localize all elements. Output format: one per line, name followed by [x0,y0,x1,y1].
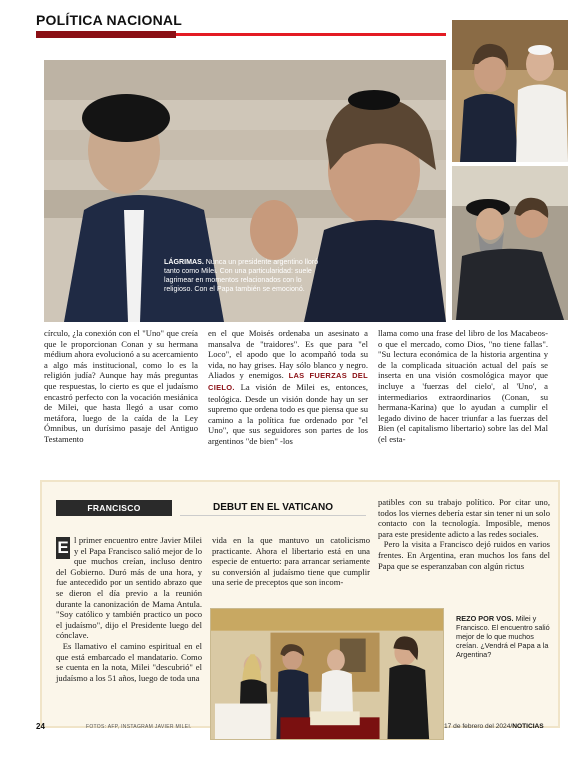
article-column-3: llama como una frase del libro de los Macabeos- o que el mercado, como Dios, "no tiene fallas". "Su lectura económica de la historia argentina y de la complicada situación actual del país se inserta en una visión cosmológica mayor que incluye a 'fuerzas del cielo', al 'Uno', a intermediarios extraordinarios (Conan, su hermana-Karina) que lo ayudan a cumplir el legado divino de hacer triunfar a las fuerzas del Bien (el capitalismo libertario) sobre las del Mal (el esta- [378,328,548,444]
photo-credit: FOTOS: AFP, INSTAGRAM JAVIER MILEI. [86,724,192,730]
article-column-2 [208,328,368,447]
article-column-1: círculo, ¿la conexión con el "Uno" que creía que le proporcionan Conan y su hermana médium ahora evolucionó a su acercamiento a algo más institucional, como lo es la religión judía? Aunque hay más preguntas que respuestas, lo cierto es que el judaísmo encastró perfecto con la vocación mesiánica de Milei, que hasta llegó a usar como metáfora, luego de la caída de la Ley Ómnibus, un durísimo pasaje del Antiguo Testamento [44,328,198,444]
magazine-name: NOTICIAS [512,723,544,730]
article-column-2-text-a: en el que Moisés ordenaba un asesinato a mansalva de "traidores". Es que para "el Loco", el apodo que lo acompañó toda su vida, no hay grises. Hay sólo blanco y negro. Aliados y enemigos. [208,328,368,381]
box-column-2: vida en la que mantuvo un catolicismo practicante. Ahora el libertario está en una especie de entuerto: para arrancar seriamente su conversión al judaísmo tiene que cumplir una serie de preceptos que son incom- [212,535,370,588]
footer-date-line: 17 de febrero del 2024/NOTICIAS [444,723,544,730]
photo-milei-pope [452,20,568,162]
photo-milei-rabbi-embrace [452,166,568,320]
issue-date: 17 de febrero del 2024 [444,723,511,730]
side-caption-lead: REZO POR VOS. [456,614,514,623]
caption-text: Nunca un presidente argentino lloró tanto como Milei. Con una particularidad: suele lagrimear en momentos relacionados con lo religioso. Con el Papa también se emocionó. [164,258,319,294]
box-column-1-text-a: l primer encuentro entre Javier Milei y el Papa Francisco salió mejor de lo que muchos creían, incluso dentro del Gobierno. Duró más de una hora, y fue antecedido por un sentido abrazo que se dieron el día previo a la reunión durante la canonización de Mama Antula. "Soy católico y también practico un poco el judaísmo", dijo el Presidente luego del cónclave. [56,535,202,641]
page-number: 24 [36,722,45,731]
side-caption-text: Milei y Francisco. El encuentro salió mejor de lo que muchos creían. ¿Vendrá el Papa a la Argentina? [456,614,550,659]
section-rule-accent [176,33,446,36]
vatican-photo-caption [456,614,556,659]
box-column-3 [378,497,550,571]
box-tag: FRANCISCO [56,500,172,516]
box-column-1 [56,535,202,683]
box-column-3-text-a: patibles con su trabajo político. Por citar uno, todos los viernes debería estar sin tener ni un solo contacto con la tecnología. Imposible, menos para este presidente adicto a las redes sociales. [378,497,550,539]
main-photo-caption [164,258,324,294]
caption-lead: LÁGRIMAS. [164,258,204,266]
photo-vatican-meeting [210,608,444,740]
box-column-3-text-b: Pero la visita a Francisco dejó ruidos en varios frentes. En Argentina, eran muchos los fans del Papa que se esperanzaban con algún rictus [378,539,550,571]
box-column-1-text-b: Es llamativo el camino espiritual en el que está embarcado el mandatario. Como se cuenta en la nota, Milei "descubrió" el judaísmo a los 51 años, luego de toda una [56,640,203,683]
dropcap: E [57,538,69,557]
article-column-2-text-b: La visión de Milei es, entonces, teológica. Desde un visión donde hay un ser supremo que ordena todo es que piensa que su camino a la política fue ordenado por "el Uno", que sus seguidores son partes de los argentinos "de bien" -los [208,381,368,446]
section-rule [36,31,176,38]
section-header [36,10,446,40]
box-title: DEBUT EN EL VATICANO [180,500,366,516]
subhead-fuerzas-del-cielo: LAS FUERZAS DEL CIELO. [208,371,368,392]
section-title: POLÍTICA NACIONAL [36,12,182,28]
